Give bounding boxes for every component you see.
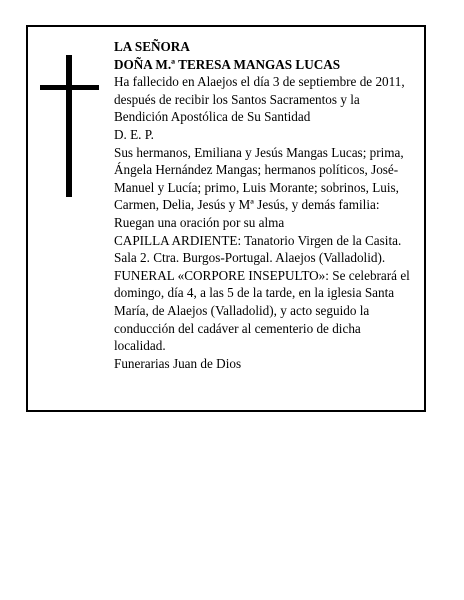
- body-line: Carmen, Delia, Jesús y Mª Jesús, y demás familia:: [114, 197, 380, 213]
- funeral-detail-line: domingo, día 4, a las 5 de la tarde, en la iglesia Santa: [114, 285, 395, 301]
- funeral-line: FUNERAL «CORPORE INSEPULTO»: Se celebrará el: [114, 267, 410, 283]
- body-line: Ruegan una oración por su alma: [114, 214, 285, 230]
- body-line: Sus hermanos, Emiliana y Jesús Mangas Lucas; prima,: [114, 144, 404, 160]
- funeral-home-line: Funerarias Juan de Dios: [114, 355, 242, 371]
- chapel-address-line: Sala 2. Ctra. Burgos-Portugal. Alaejos (Valladolid).: [114, 250, 386, 266]
- obituary-text: [114, 38, 426, 372]
- funeral-detail-line: María, de Alaejos (Valladolid), y acto seguido la: [114, 302, 370, 318]
- heading-title: LA SEÑORA: [114, 39, 190, 54]
- latin-cross-icon-arm: [40, 85, 99, 90]
- body-line: después de recibir los Santos Sacramentos y la: [114, 91, 360, 107]
- body-line: Bendición Apostólica de Su Santidad: [114, 109, 311, 125]
- latin-cross-icon: [66, 55, 72, 197]
- body-line: Manuel y Lucía; primo, Luis Morante; sobrinos, Luis,: [114, 179, 399, 195]
- funeral-detail-line: localidad.: [114, 338, 166, 354]
- deceased-name: DOÑA M.ª TERESA MANGAS LUCAS: [114, 56, 341, 72]
- funeral-detail-line: conducción del cadáver al cementerio de dicha: [114, 320, 361, 336]
- body-line: Ha fallecido en Alaejos el día 3 de septiembre de 2011,: [114, 74, 405, 90]
- chapel-line: CAPILLA ARDIENTE: Tanatorio Virgen de la Casita.: [114, 232, 402, 248]
- body-line: Ángela Hernández Mangas; hermanos políticos, José-: [114, 162, 399, 178]
- rip-line: D. E. P.: [114, 126, 154, 142]
